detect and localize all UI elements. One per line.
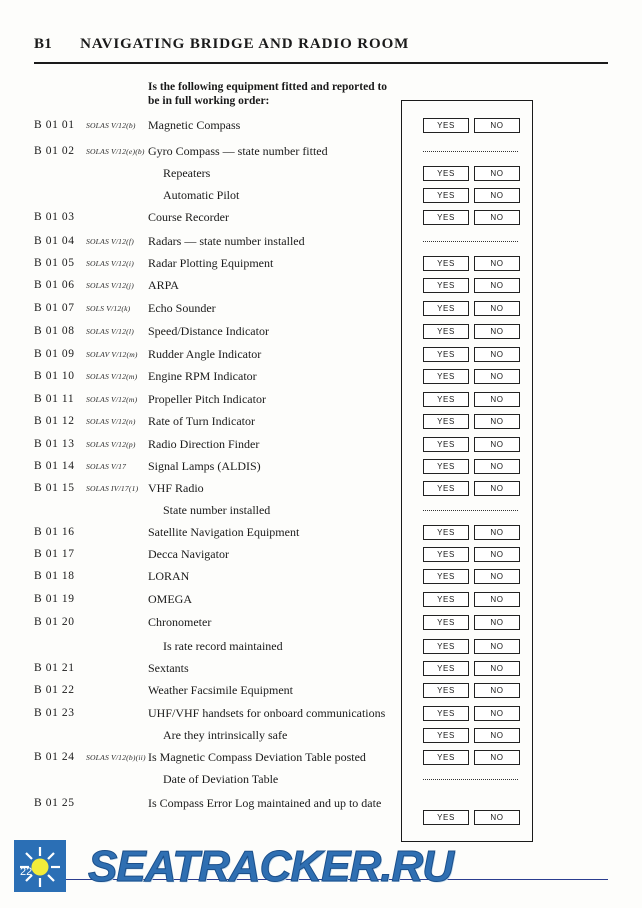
no-checkbox[interactable]: NO: [474, 615, 520, 630]
row-label: OMEGA: [148, 592, 192, 606]
row-code: B 01 01: [34, 119, 75, 131]
no-checkbox[interactable]: NO: [474, 369, 520, 384]
question-prompt: Is the following equipment fitted and reported to be in full working order:: [148, 81, 388, 107]
checklist-row: [0, 479, 642, 501]
row-code: B 01 20: [34, 616, 75, 628]
row-code: B 01 15: [34, 482, 75, 494]
row-label: Speed/Distance Indicator: [148, 324, 269, 338]
checklist-row: [0, 681, 642, 703]
row-regulation-reference: SOLAS V/12(n): [86, 417, 136, 426]
no-checkbox[interactable]: NO: [474, 569, 520, 584]
row-label: Gyro Compass — state number fitted: [148, 144, 328, 158]
row-code: B 01 10: [34, 370, 75, 382]
yes-checkbox[interactable]: YES: [423, 661, 469, 676]
no-checkbox[interactable]: NO: [474, 256, 520, 271]
row-code: B 01 17: [34, 548, 75, 560]
row-regulation-reference: SOLAV V/12(m): [86, 350, 138, 359]
row-code: B 01 18: [34, 570, 75, 582]
yes-checkbox[interactable]: YES: [423, 210, 469, 225]
yes-checkbox[interactable]: YES: [423, 683, 469, 698]
checklist-row: [0, 545, 642, 567]
row-code: B 01 25: [34, 797, 75, 809]
row-code: B 01 04: [34, 235, 75, 247]
checklist-row: [0, 637, 642, 659]
no-checkbox[interactable]: NO: [474, 392, 520, 407]
row-regulation-reference: SOLAS V/17: [86, 462, 127, 471]
row-label: Rudder Angle Indicator: [148, 347, 262, 361]
yes-checkbox[interactable]: YES: [423, 810, 469, 825]
yes-checkbox[interactable]: YES: [423, 166, 469, 181]
checklist-row: [0, 726, 642, 748]
row-code: B 01 23: [34, 707, 75, 719]
write-in-field[interactable]: [423, 150, 518, 152]
yes-checkbox[interactable]: YES: [423, 437, 469, 452]
yes-checkbox[interactable]: YES: [423, 324, 469, 339]
row-label: UHF/VHF handsets for onboard communications: [148, 706, 386, 720]
section-code: B1: [34, 36, 53, 52]
row-label: Radio Direction Finder: [148, 437, 260, 451]
checklist-row: [0, 770, 642, 792]
no-checkbox[interactable]: NO: [474, 414, 520, 429]
row-code: B 01 14: [34, 460, 75, 472]
row-regulation-reference: SOLAS V/12(b)(ii): [86, 753, 146, 762]
page-number: 22: [20, 866, 33, 878]
no-checkbox[interactable]: NO: [474, 810, 520, 825]
row-regulation-reference: SOLAS V/12(i): [86, 259, 134, 268]
checklist-row: [0, 590, 642, 612]
checklist-row: [0, 435, 642, 457]
row-label: Engine RPM Indicator: [148, 369, 257, 383]
no-checkbox[interactable]: NO: [474, 481, 520, 496]
row-code: B 01 16: [34, 526, 75, 538]
checklist-row: [0, 523, 642, 545]
row-label: Satellite Navigation Equipment: [148, 525, 300, 539]
row-label: Signal Lamps (ALDIS): [148, 459, 261, 473]
yes-checkbox[interactable]: YES: [423, 750, 469, 765]
checklist-row: [0, 208, 642, 230]
yes-checkbox[interactable]: YES: [423, 301, 469, 316]
row-label: Radars — state number installed: [148, 234, 305, 248]
row-regulation-reference: SOLAS V/12(e)(b): [86, 147, 145, 156]
yes-checkbox[interactable]: YES: [423, 188, 469, 203]
yes-checkbox[interactable]: YES: [423, 347, 469, 362]
row-label: VHF Radio: [148, 481, 204, 495]
row-regulation-reference: SOLS V/12(k): [86, 304, 131, 313]
row-code: B 01 19: [34, 593, 75, 605]
row-label: Echo Sounder: [148, 301, 216, 315]
yes-checkbox[interactable]: YES: [423, 278, 469, 293]
checklist-row: [0, 659, 642, 681]
checklist-row: [0, 567, 642, 589]
row-label: Weather Facsimile Equipment: [148, 683, 293, 697]
checklist-row: [0, 142, 642, 164]
yes-checkbox[interactable]: YES: [423, 481, 469, 496]
row-code: B 01 11: [34, 393, 75, 405]
row-code: B 01 24: [34, 751, 75, 763]
row-code: B 01 09: [34, 348, 75, 360]
row-code: B 01 22: [34, 684, 75, 696]
row-label: Magnetic Compass: [148, 118, 241, 132]
row-code: B 01 05: [34, 257, 75, 269]
yes-checkbox[interactable]: YES: [423, 369, 469, 384]
row-label: State number installed: [163, 503, 271, 517]
no-checkbox[interactable]: NO: [474, 706, 520, 721]
row-regulation-reference: SOLAS V/12(b): [86, 121, 136, 130]
yes-checkbox[interactable]: YES: [423, 569, 469, 584]
row-regulation-reference: SOLAS V/12(m): [86, 372, 138, 381]
no-checkbox[interactable]: NO: [474, 525, 520, 540]
yes-checkbox[interactable]: YES: [423, 547, 469, 562]
no-checkbox[interactable]: NO: [474, 324, 520, 339]
row-label: ARPA: [148, 278, 179, 292]
checklist-row: [0, 254, 642, 276]
row-code: B 01 03: [34, 211, 75, 223]
no-checkbox[interactable]: NO: [474, 547, 520, 562]
checklist-row: [0, 613, 642, 635]
checklist-row: [0, 276, 642, 298]
row-label: Decca Navigator: [148, 547, 229, 561]
row-label: Chronometer: [148, 615, 212, 629]
checklist-row: [0, 794, 642, 822]
no-checkbox[interactable]: NO: [474, 661, 520, 676]
no-checkbox[interactable]: NO: [474, 639, 520, 654]
row-regulation-reference: SOLAS V/12(j): [86, 281, 134, 290]
no-checkbox[interactable]: NO: [474, 118, 520, 133]
yes-checkbox[interactable]: YES: [423, 706, 469, 721]
checklist-row: [0, 501, 642, 523]
no-checkbox[interactable]: NO: [474, 301, 520, 316]
row-label: Date of Deviation Table: [163, 772, 279, 786]
row-label: Are they intrinsically safe: [163, 728, 288, 742]
row-code: B 01 08: [34, 325, 75, 337]
row-code: B 01 12: [34, 415, 75, 427]
write-in-field[interactable]: [423, 778, 518, 780]
row-label: LORAN: [148, 569, 190, 583]
no-checkbox[interactable]: NO: [474, 437, 520, 452]
row-regulation-reference: SOLAS V/12(f): [86, 237, 134, 246]
no-checkbox[interactable]: NO: [474, 166, 520, 181]
yes-checkbox[interactable]: YES: [423, 525, 469, 540]
row-regulation-reference: SOLAS V/12(p): [86, 440, 136, 449]
yes-checkbox[interactable]: YES: [423, 728, 469, 743]
checklist-row: [0, 457, 642, 479]
checklist-row: [0, 322, 642, 344]
no-checkbox[interactable]: NO: [474, 210, 520, 225]
row-code: B 01 07: [34, 302, 75, 314]
write-in-field[interactable]: [423, 509, 518, 511]
checklist-row: [0, 704, 642, 726]
no-checkbox[interactable]: NO: [474, 750, 520, 765]
checklist-row: [0, 412, 642, 434]
no-checkbox[interactable]: NO: [474, 188, 520, 203]
watermark-text: SEATRACKER.RU: [88, 842, 454, 891]
yes-checkbox[interactable]: YES: [423, 592, 469, 607]
row-label: Course Recorder: [148, 210, 229, 224]
checklist-row: [0, 367, 642, 389]
row-label: Is rate record maintained: [163, 639, 283, 653]
row-regulation-reference: SOLAS V/12(l): [86, 327, 134, 336]
row-label: Is Magnetic Compass Deviation Table posted: [148, 750, 366, 764]
row-code: B 01 06: [34, 279, 75, 291]
checklist-row: [0, 345, 642, 367]
yes-checkbox[interactable]: YES: [423, 118, 469, 133]
yes-checkbox[interactable]: YES: [423, 639, 469, 654]
yes-checkbox[interactable]: YES: [423, 414, 469, 429]
checklist-row: [0, 299, 642, 321]
yes-checkbox[interactable]: YES: [423, 256, 469, 271]
no-checkbox[interactable]: NO: [474, 459, 520, 474]
yes-checkbox[interactable]: YES: [423, 615, 469, 630]
row-label: Sextants: [148, 661, 189, 675]
row-label: Rate of Turn Indicator: [148, 414, 255, 428]
row-code: B 01 02: [34, 145, 75, 157]
page-title: NAVIGATING BRIDGE AND RADIO ROOM: [80, 36, 410, 52]
row-label: Automatic Pilot: [163, 188, 240, 202]
checklist-row: [0, 232, 642, 254]
checklist-row: [0, 186, 642, 208]
row-label: Propeller Pitch Indicator: [148, 392, 266, 406]
yes-checkbox[interactable]: YES: [423, 459, 469, 474]
no-checkbox[interactable]: NO: [474, 728, 520, 743]
checklist-row: [0, 116, 642, 138]
no-checkbox[interactable]: NO: [474, 278, 520, 293]
no-checkbox[interactable]: NO: [474, 592, 520, 607]
row-regulation-reference: SOLAS IV/17(1): [86, 484, 139, 493]
checklist-row: [0, 748, 642, 770]
checklist-row: [0, 390, 642, 412]
yes-checkbox[interactable]: YES: [423, 392, 469, 407]
row-regulation-reference: SOLAS V/12(m): [86, 395, 138, 404]
write-in-field[interactable]: [423, 240, 518, 242]
checklist-row: [0, 164, 642, 186]
row-label: Radar Plotting Equipment: [148, 256, 274, 270]
row-label: Repeaters: [163, 166, 211, 180]
row-code: B 01 13: [34, 438, 75, 450]
no-checkbox[interactable]: NO: [474, 347, 520, 362]
row-code: B 01 21: [34, 662, 75, 674]
row-label: Is Compass Error Log maintained and up to date: [148, 796, 382, 810]
no-checkbox[interactable]: NO: [474, 683, 520, 698]
